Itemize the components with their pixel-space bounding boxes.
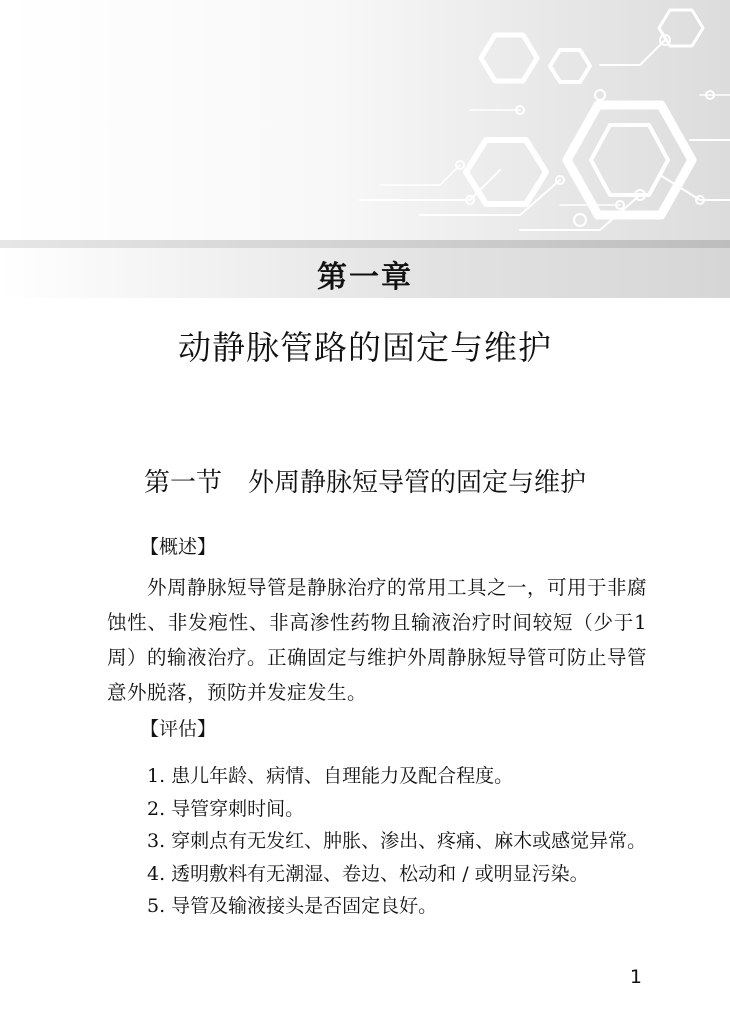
page-number: 1 (629, 966, 642, 988)
list-item: 5. 导管及输液接头是否固定良好。 (147, 895, 438, 917)
chapter-banner-edge (0, 240, 730, 248)
header-decoration (0, 0, 730, 240)
section-title: 第一节 外周静脉短导管的固定与维护 (143, 468, 586, 498)
list-item: 1. 患儿年龄、病情、自理能力及配合程度。 (147, 765, 514, 787)
overview-paragraph: 外周静脉短导管是静脉治疗的常用工具之一，可用于非腐蚀性、非发疱性、非高渗性药物且输液治疗时间较短（少于1周）的输液治疗。正确固定与维护外周静脉短导管可防止导管意外脱落，预防并发症发生。 (107, 576, 648, 704)
list-item: 3. 穿刺点有无发红、肿胀、渗出、疼痛、麻木或感觉异常。 (147, 830, 647, 852)
chapter-label: 第一章 (317, 260, 413, 295)
overview-heading: 【概述】 (140, 536, 217, 558)
list-item: 2. 导管穿刺时间。 (147, 797, 305, 820)
chapter-title: 动静脉管路的固定与维护 (178, 328, 552, 367)
list-item: 4. 透明敷料有无潮湿、卷边、松动和 / 或明显污染。 (147, 862, 589, 885)
hexagon-circuit-graphic (0, 0, 730, 240)
assessment-list (147, 760, 646, 923)
assessment-heading: 【评估】 (140, 718, 217, 740)
